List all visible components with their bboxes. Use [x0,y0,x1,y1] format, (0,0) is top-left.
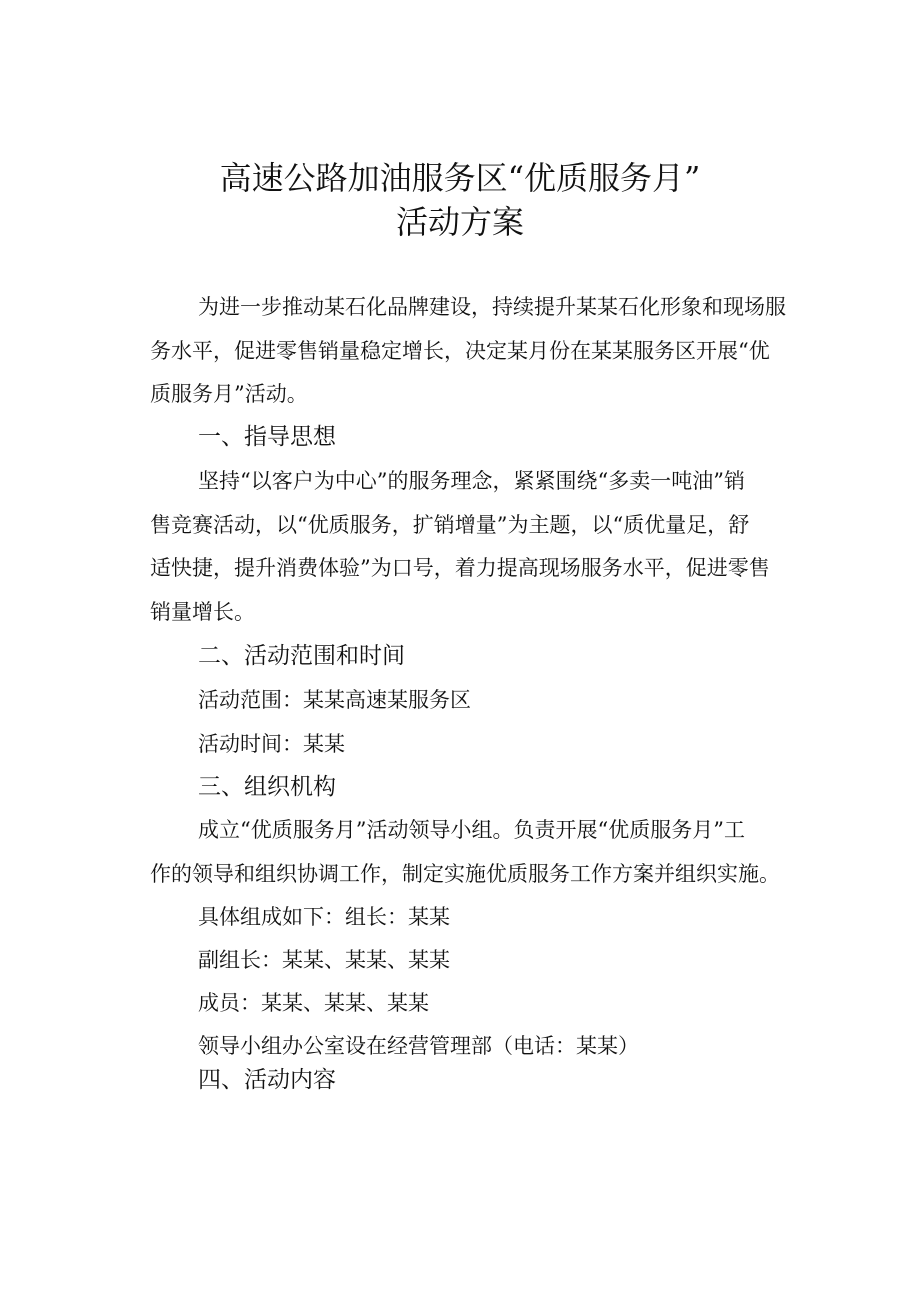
section1-line-3: 适快捷，提升消费体验”为口号，着力提高现场服务水平，促进零售 [150,556,770,580]
section3-line-1: 成立“优质服务月”活动领导小组。负责开展“优质服务月”工 [198,818,745,842]
section1-line-2: 售竞赛活动，以“优质服务，扩销增量”为主题，以“质优量足，舒 [150,513,750,537]
section-heading-guiding-ideology: 一、指导思想 [198,424,336,450]
document-title-line-2: 活动方案 [395,203,524,241]
section1-line-4: 销量增长。 [150,600,255,624]
intro-line-3: 质服务月”活动。 [150,382,308,406]
office-location: 领导小组办公室设在经营管理部（电话：某某） [198,1034,639,1058]
activity-scope: 活动范围：某某高速某服务区 [198,688,471,712]
section3-line-2: 作的领导和组织协调工作，制定实施优质服务工作方案并组织实施。 [150,862,780,886]
deputy-leaders: 副组长：某某、某某、某某 [198,948,450,972]
intro-line-2: 务水平，促进零售销量稳定增长，决定某月份在某某服务区开展“优 [150,339,770,363]
section1-line-1: 坚持“以客户为中心”的服务理念，紧紧围绕“多卖一吨油”销 [198,469,745,493]
team-members: 成员：某某、某某、某某 [198,991,429,1015]
section-heading-activity-content: 四、活动内容 [198,1067,336,1093]
intro-line-1: 为进一步推动某石化品牌建设，持续提升某某石化形象和现场服 [198,295,786,319]
document-title-line-1: 高速公路加油服务区“优质服务月” [219,159,701,197]
section-heading-organization: 三、组织机构 [198,774,336,800]
section-heading-scope-and-time: 二、活动范围和时间 [198,643,405,669]
activity-time: 活动时间：某某 [198,732,345,756]
team-leader: 具体组成如下：组长：某某 [198,905,450,929]
